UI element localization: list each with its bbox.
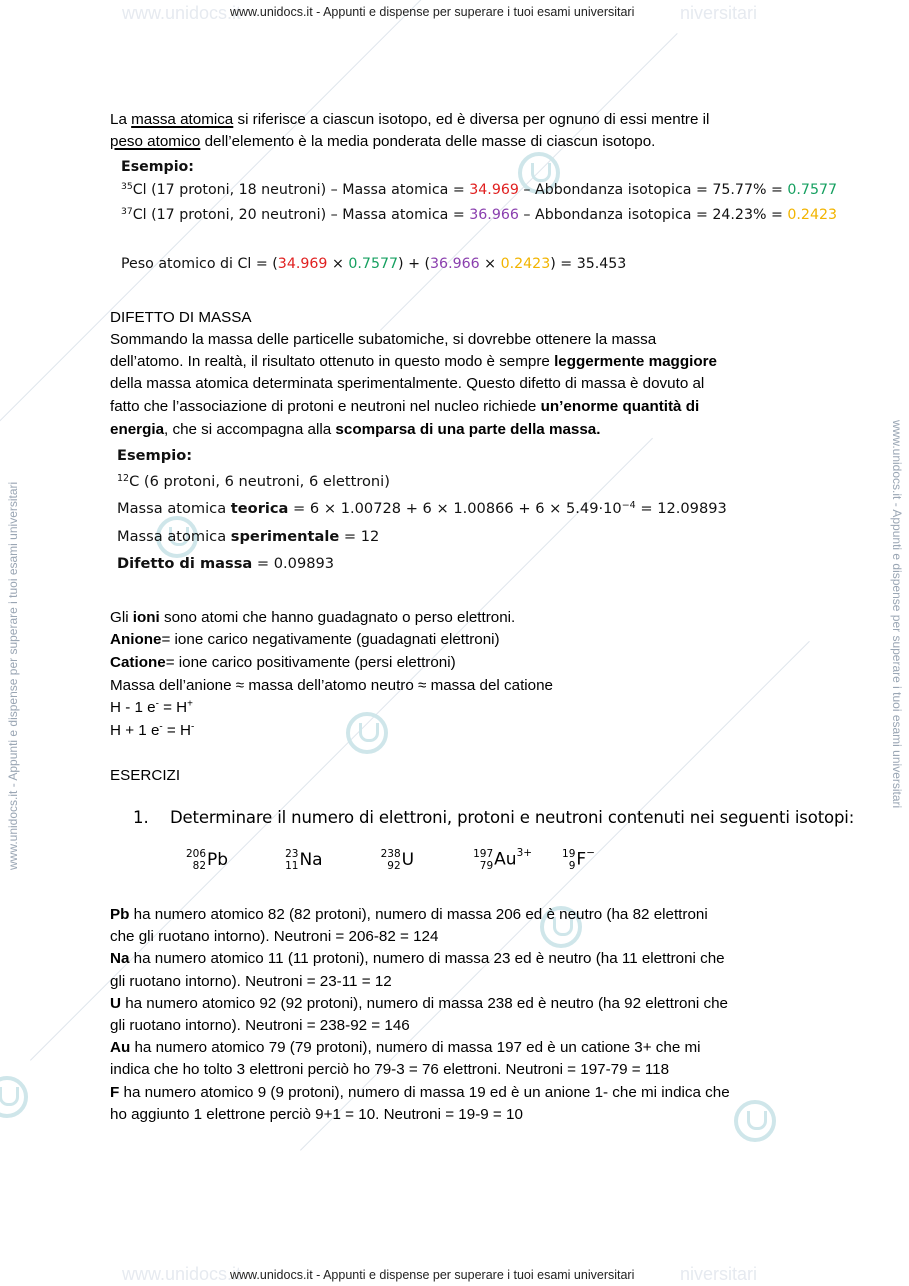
text: × bbox=[327, 256, 349, 272]
charge: - bbox=[190, 721, 195, 733]
text: ha numero atomico 92 (92 protoni), numero di massa 238 ed è neutro (ha 92 elettroni che bbox=[120, 995, 728, 1012]
example-2-title: Esempio: bbox=[117, 447, 193, 464]
element-name: Na bbox=[110, 950, 130, 967]
watermark-logo-icon bbox=[0, 1076, 28, 1118]
bold-text: scomparsa di una parte della massa. bbox=[335, 421, 601, 438]
text: ha numero atomico 82 (82 protoni), numero di massa 206 ed è neutro (ha 82 elettroni bbox=[129, 906, 708, 923]
text: = ione carico positivamente (persi elettroni) bbox=[165, 654, 456, 671]
bold-text: Catione bbox=[110, 654, 166, 671]
answer-pb-line-2: che gli ruotano intorno). Neutroni = 206-82 = 124 bbox=[110, 928, 439, 945]
watermark-logo-icon bbox=[734, 1100, 776, 1142]
example-2-line-3 bbox=[117, 528, 379, 545]
intro-text: La bbox=[110, 111, 132, 128]
element-symbol: F bbox=[576, 849, 587, 870]
element-symbol: U bbox=[401, 849, 415, 870]
element-name: F bbox=[110, 1084, 120, 1101]
text: = H bbox=[158, 699, 188, 716]
isotope-na bbox=[285, 848, 323, 872]
answer-pb-line-1 bbox=[110, 904, 708, 927]
text: Cl (17 protoni, 20 neutroni) – Massa atomica = bbox=[132, 207, 470, 223]
example-1-line-2 bbox=[121, 207, 837, 223]
term-peso-atomico: peso atomico bbox=[110, 133, 201, 150]
text: Massa atomica bbox=[117, 528, 231, 545]
exponent: −4 bbox=[621, 499, 636, 511]
charge: - bbox=[155, 698, 159, 710]
difetto-line-4 bbox=[110, 396, 699, 419]
isotope-au bbox=[473, 847, 532, 872]
example-2-line-2 bbox=[117, 500, 727, 517]
watermark-bottom-left: www.unidocs.it bbox=[122, 1264, 242, 1284]
watermark-logo-icon bbox=[346, 712, 388, 754]
charge: + bbox=[187, 698, 193, 710]
answer-u-line-2: gli ruotano intorno). Neutroni = 238-92 = 146 bbox=[110, 1017, 410, 1034]
intro-text: si riferisce a ciascun isotopo, ed è diversa per ognuno di essi mentre il bbox=[233, 111, 710, 128]
answer-u-line-1 bbox=[110, 993, 728, 1016]
difetto-line-3: della massa atomica determinata sperimentalmente. Questo difetto di massa è dovuto al bbox=[110, 375, 705, 392]
exercise-question: Determinare il numero di elettroni, protoni e neutroni contenuti nei seguenti isotopi: bbox=[170, 808, 855, 827]
text: C (6 protoni, 6 neutroni, 6 elettroni) bbox=[129, 473, 390, 490]
example-1-line-3 bbox=[121, 256, 626, 272]
element-symbol: Pb bbox=[207, 849, 229, 870]
text: = 12 bbox=[339, 528, 380, 545]
intro-line-1 bbox=[110, 109, 709, 132]
bold-text: sperimentale bbox=[230, 528, 340, 545]
text: Peso atomico di Cl = ( bbox=[121, 256, 278, 272]
text: Gli bbox=[110, 609, 133, 626]
ioni-line-5 bbox=[110, 697, 193, 720]
element-symbol: Na bbox=[299, 849, 323, 870]
watermark-bottom-right: niversitari bbox=[680, 1264, 758, 1284]
ioni-line-1 bbox=[110, 607, 515, 630]
difetto-line-1: Sommando la massa delle particelle subatomiche, si dovrebbe ottenere la massa bbox=[110, 331, 657, 348]
isotope-f bbox=[562, 847, 595, 872]
text: H + 1 e bbox=[110, 722, 160, 739]
isotope-u bbox=[381, 848, 415, 872]
isotope-list bbox=[186, 847, 595, 872]
bold-text: un’enorme quantità di bbox=[540, 398, 700, 415]
example-1-line-1 bbox=[121, 182, 837, 198]
text: , che si accompagna alla bbox=[164, 421, 336, 438]
ioni-line-2 bbox=[110, 629, 500, 652]
text: ha numero atomico 9 (9 protoni), numero di massa 19 ed è un anione 1- che mi indica che bbox=[119, 1084, 730, 1101]
example-2-line-4 bbox=[117, 555, 334, 572]
mass-number: 37 bbox=[121, 205, 133, 217]
mass-number: 238 bbox=[380, 847, 401, 860]
element-name: Pb bbox=[110, 906, 130, 923]
text: = H bbox=[162, 722, 191, 739]
page-footer: www.unidocs.it - Appunti e dispense per superare i tuoi esami universitari bbox=[230, 1268, 635, 1282]
text: = 12.09893 bbox=[635, 500, 727, 517]
mass-value: 34.969 bbox=[277, 256, 328, 272]
text: H - 1 e bbox=[110, 699, 156, 716]
atomic-number: 79 bbox=[479, 859, 494, 872]
atomic-number: 9 bbox=[568, 859, 576, 872]
example-1-title: Esempio: bbox=[121, 159, 194, 175]
mass-number: 12 bbox=[117, 472, 130, 484]
mass-number: 35 bbox=[121, 180, 133, 192]
difetto-line-2 bbox=[110, 351, 717, 374]
bold-text: Difetto di massa bbox=[117, 555, 253, 572]
isotope-pb bbox=[186, 848, 228, 872]
mass-number: 19 bbox=[562, 847, 576, 860]
bold-text: energia bbox=[110, 421, 165, 438]
mass-number: 23 bbox=[285, 847, 299, 860]
exercise-number: 1. bbox=[133, 808, 149, 827]
text: ) + ( bbox=[398, 256, 431, 272]
bold-text: leggermente maggiore bbox=[554, 353, 717, 370]
atomic-number: 92 bbox=[387, 859, 401, 872]
bold-text: Anione bbox=[110, 631, 162, 648]
answer-na-line-1 bbox=[110, 948, 725, 971]
term-massa-atomica: massa atomica bbox=[131, 111, 234, 128]
text: × bbox=[479, 256, 501, 272]
mass-number: 197 bbox=[473, 847, 494, 860]
text: – Abbondanza isotopica = 24.23% = bbox=[518, 207, 788, 223]
answer-na-line-2: gli ruotano intorno). Neutroni = 23-11 = 12 bbox=[110, 973, 392, 990]
text: – Abbondanza isotopica = 75.77% = bbox=[518, 182, 788, 198]
bold-text: ioni bbox=[132, 609, 160, 626]
intro-text: dell’elemento è la media ponderata delle masse di ciascun isotopo. bbox=[200, 133, 656, 150]
atomic-number: 82 bbox=[192, 859, 207, 872]
ioni-line-4: Massa dell’anione ≈ massa dell’atomo neutro ≈ massa del catione bbox=[110, 677, 553, 694]
answer-f-line-2: ho aggiunto 1 elettrone perciò 9+1 = 10. Neutroni = 19-9 = 10 bbox=[110, 1106, 523, 1123]
answer-f-line-1 bbox=[110, 1082, 730, 1105]
section-heading-esercizi: ESERCIZI bbox=[110, 767, 181, 784]
page-header: www.unidocs.it - Appunti e dispense per superare i tuoi esami universitari bbox=[230, 5, 635, 19]
ioni-line-6 bbox=[110, 720, 194, 743]
mass-value: 36.966 bbox=[469, 207, 519, 223]
element-name: U bbox=[110, 995, 121, 1012]
abundance-value: 0.7577 bbox=[787, 182, 838, 198]
text: fatto che l’associazione di protoni e neutroni nel nucleo richiede bbox=[110, 398, 541, 415]
watermark-top-right: niversitari bbox=[680, 3, 758, 23]
text: ha numero atomico 11 (11 protoni), numero di massa 23 ed è neutro (ha 11 elettroni che bbox=[129, 950, 725, 967]
text: Massa atomica bbox=[117, 500, 231, 517]
watermark-side-left: www.unidocs.it - Appunti e dispense per superare i tuoi esami universitari bbox=[6, 481, 20, 870]
charge: − bbox=[586, 847, 596, 859]
element-symbol: Au bbox=[494, 849, 517, 870]
charge: 3+ bbox=[516, 847, 533, 859]
mass-number: 206 bbox=[186, 847, 207, 860]
section-heading-difetto: DIFETTO DI MASSA bbox=[110, 309, 252, 326]
charge: - bbox=[159, 721, 163, 733]
answer-au-line-2: indica che ho tolto 3 elettroni perciò ho 79-3 = 76 elettroni. Neutroni = 197-79 = 118 bbox=[110, 1061, 670, 1078]
watermark-top-left: www.unidocs.it bbox=[122, 3, 242, 23]
text: Cl (17 protoni, 18 neutroni) – Massa atomica = bbox=[132, 182, 470, 198]
element-name: Au bbox=[110, 1039, 131, 1056]
mass-value: 34.969 bbox=[469, 182, 519, 198]
mass-value: 36.966 bbox=[430, 256, 480, 272]
difetto-line-5 bbox=[110, 419, 600, 442]
abundance-value: 0.7577 bbox=[348, 256, 399, 272]
ioni-line-3 bbox=[110, 652, 456, 675]
text: dell’atomo. In realtà, il risultato ottenuto in questo modo è sempre bbox=[110, 353, 555, 370]
intro-line-2 bbox=[110, 131, 655, 154]
text: = ione carico negativamente (guadagnati elettroni) bbox=[161, 631, 500, 648]
abundance-value: 0.2423 bbox=[500, 256, 551, 272]
text: = 0.09893 bbox=[252, 555, 335, 572]
text: sono atomi che hanno guadagnato o perso elettroni. bbox=[159, 609, 516, 626]
text: ) = 35.453 bbox=[550, 256, 627, 272]
watermark-side-right: www.unidocs.it - Appunti e dispense per superare i tuoi esami universitari bbox=[890, 420, 904, 809]
atomic-number: 11 bbox=[285, 859, 299, 872]
bold-text: teorica bbox=[230, 500, 289, 517]
text: = 6 × 1.00728 + 6 × 1.00866 + 6 × 5.49·10 bbox=[288, 500, 622, 517]
example-2-line-1 bbox=[117, 473, 390, 490]
text: ha numero atomico 79 (79 protoni), numero di massa 197 ed è un catione 3+ che mi bbox=[130, 1039, 701, 1056]
abundance-value: 0.2423 bbox=[787, 207, 838, 223]
answer-au-line-1 bbox=[110, 1037, 701, 1060]
